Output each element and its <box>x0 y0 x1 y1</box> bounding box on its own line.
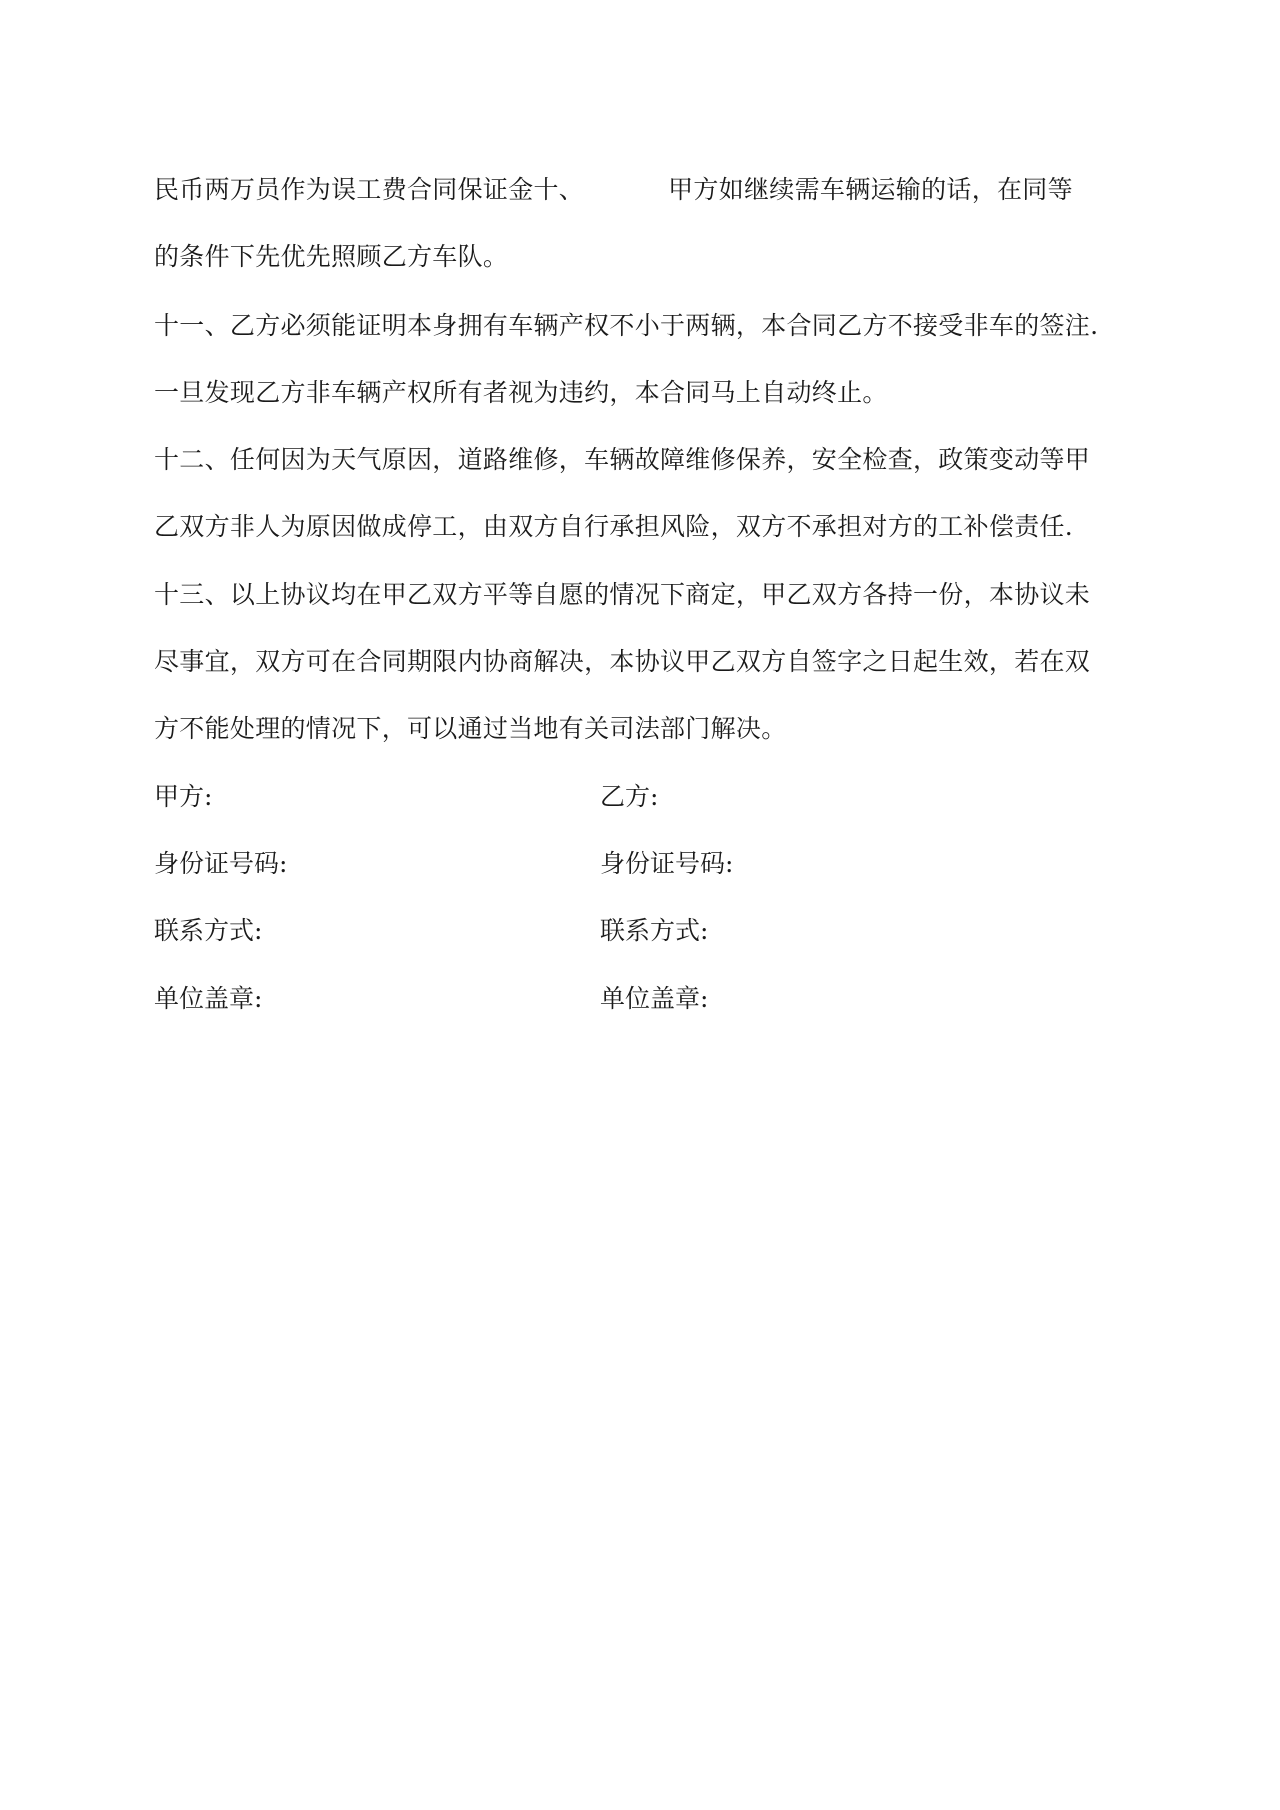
body-line-2: 的条件下先优先照顾乙方车队。 <box>154 242 509 271</box>
party-b-label: 乙方: <box>600 782 659 811</box>
party-a-label: 甲方: <box>154 782 213 811</box>
clause-ten-prefix: 民币两万员作为误工费合同保证金十、 <box>154 175 585 204</box>
body-line-1 <box>154 173 1073 207</box>
party-a-id-label: 身份证号码: <box>154 849 288 878</box>
clause-thirteen-line-2: 尽事宜，双方可在合同期限内协商解决，本协议甲乙双方自签字之日起生效，若在双 <box>154 647 1091 676</box>
party-a-contact-label: 联系方式: <box>154 916 263 945</box>
clause-thirteen-line-1: 十三、以上协议均在甲乙双方平等自愿的情况下商定，甲乙双方各持一份，本协议未 <box>154 580 1091 609</box>
party-b-seal-label: 单位盖章: <box>600 984 709 1013</box>
party-a-seal-label: 单位盖章: <box>154 984 263 1013</box>
clause-eleven-line-2: 一旦发现乙方非车辆产权所有者视为违约，本合同马上自动终止。 <box>154 378 888 407</box>
clause-twelve-line-2: 乙双方非人为原因做成停工，由双方自行承担风险，双方不承担对方的工补偿责任. <box>154 512 1074 541</box>
clause-twelve-line-1: 十二、任何因为天气原因，道路维修，车辆故障维修保养，安全检查，政策变动等甲 <box>154 445 1091 474</box>
party-b-contact-label: 联系方式: <box>600 916 709 945</box>
clause-eleven-line-1: 十一、乙方必须能证明本身拥有车辆产权不小于两辆，本合同乙方不接受非车的签注. <box>154 311 1099 340</box>
clause-ten-text: 甲方如继续需车辆运输的话，在同等 <box>668 175 1073 204</box>
party-b-id-label: 身份证号码: <box>600 849 734 878</box>
clause-thirteen-line-3: 方不能处理的情况下，可以通过当地有关司法部门解决。 <box>154 714 787 743</box>
